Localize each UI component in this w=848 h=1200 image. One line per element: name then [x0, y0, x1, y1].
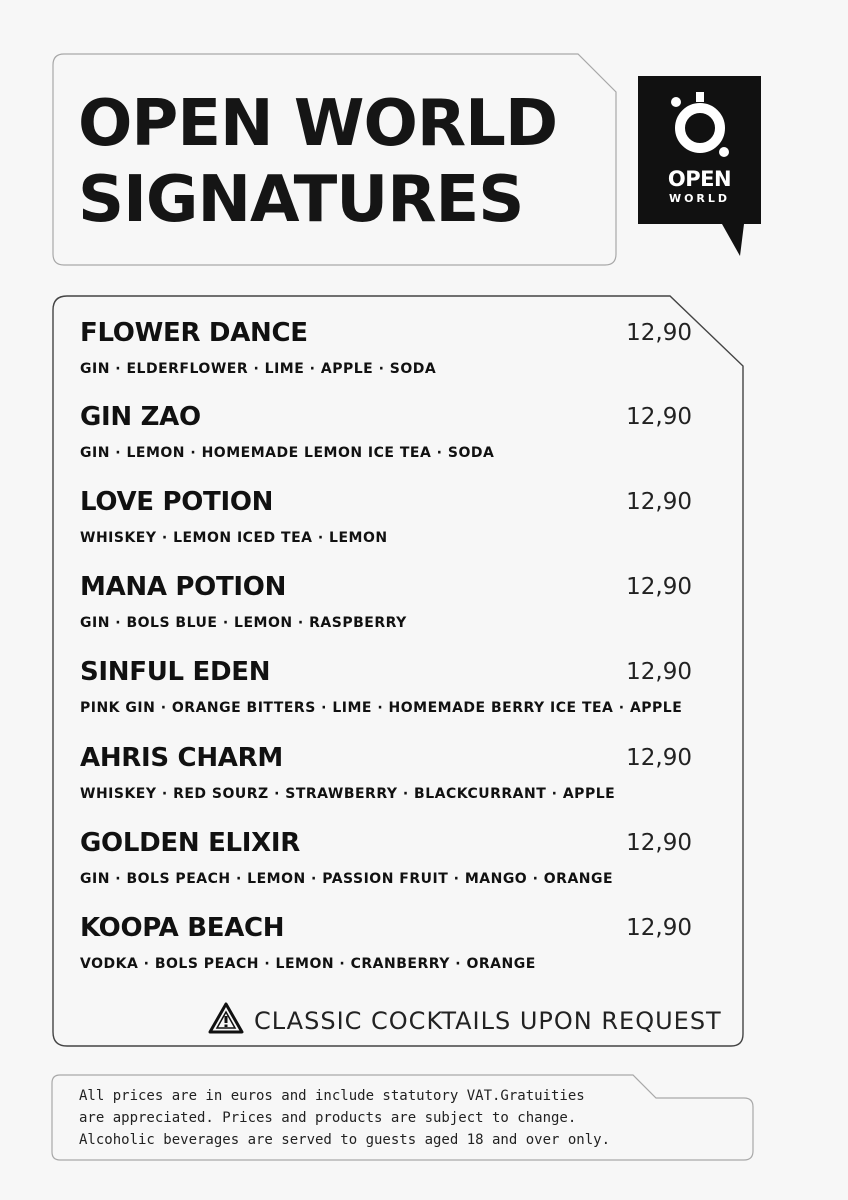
menu-item — [80, 318, 692, 398]
logo-word-open: OPEN — [667, 167, 732, 191]
item-name: FLOWER DANCE — [80, 318, 308, 348]
menu-item — [80, 913, 692, 993]
item-name: GIN ZAO — [80, 402, 201, 432]
warning-triangle-icon — [208, 1002, 244, 1034]
menu-item — [80, 657, 692, 737]
item-ingredients: GIN · ELDERFLOWER · LIME · APPLE · SODA — [80, 361, 437, 377]
item-ingredients: GIN · BOLS BLUE · LEMON · RASPBERRY — [80, 615, 407, 631]
item-name: MANA POTION — [80, 572, 287, 602]
footer-line: are appreciated. Prices and products are subject to change. — [79, 1110, 577, 1126]
legal-footer — [79, 1085, 719, 1151]
item-ingredients: GIN · LEMON · HOMEMADE LEMON ICE TEA · SODA — [80, 445, 495, 461]
item-name: SINFUL EDEN — [80, 657, 271, 687]
item-price: 12,90 — [626, 320, 692, 346]
menu-item — [80, 487, 692, 567]
menu-item — [80, 828, 692, 908]
footer-line: All prices are in euros and include statutory VAT.Gratuities — [79, 1088, 585, 1104]
item-price: 12,90 — [626, 830, 692, 856]
item-ingredients: WHISKEY · LEMON ICED TEA · LEMON — [80, 530, 388, 546]
item-price: 12,90 — [626, 915, 692, 941]
classic-cocktails-note — [208, 1002, 722, 1040]
menu-item — [80, 572, 692, 652]
item-ingredients: GIN · BOLS PEACH · LEMON · PASSION FRUIT · MANGO · ORANGE — [80, 871, 614, 887]
item-price: 12,90 — [626, 489, 692, 515]
item-price: 12,90 — [626, 404, 692, 430]
item-ingredients: WHISKEY · RED SOURZ · STRAWBERRY · BLACKCURRANT · APPLE — [80, 786, 616, 802]
item-name: GOLDEN ELIXIR — [80, 828, 301, 858]
item-name: KOOPA BEACH — [80, 913, 285, 943]
footer-line: Alcoholic beverages are served to guests aged 18 and over only. — [79, 1132, 611, 1148]
menu-item — [80, 402, 692, 482]
item-name: AHRIS CHARM — [80, 743, 283, 773]
item-ingredients: VODKA · BOLS PEACH · LEMON · CRANBERRY · ORANGE — [80, 956, 536, 972]
title-line-2: SIGNATURES — [78, 163, 524, 237]
item-price: 12,90 — [626, 659, 692, 685]
menu-item — [80, 743, 692, 823]
item-name: LOVE POTION — [80, 487, 274, 517]
title-line-1: OPEN WORLD — [78, 87, 558, 161]
note-text: CLASSIC COCKTAILS UPON REQUEST — [254, 1007, 722, 1035]
logo-tail-shape — [0, 0, 848, 300]
item-price: 12,90 — [626, 745, 692, 771]
item-price: 12,90 — [626, 574, 692, 600]
logo-word-world: WORLD — [668, 192, 731, 205]
item-ingredients: PINK GIN · ORANGE BITTERS · LIME · HOMEMADE BERRY ICE TEA · APPLE — [80, 700, 683, 716]
